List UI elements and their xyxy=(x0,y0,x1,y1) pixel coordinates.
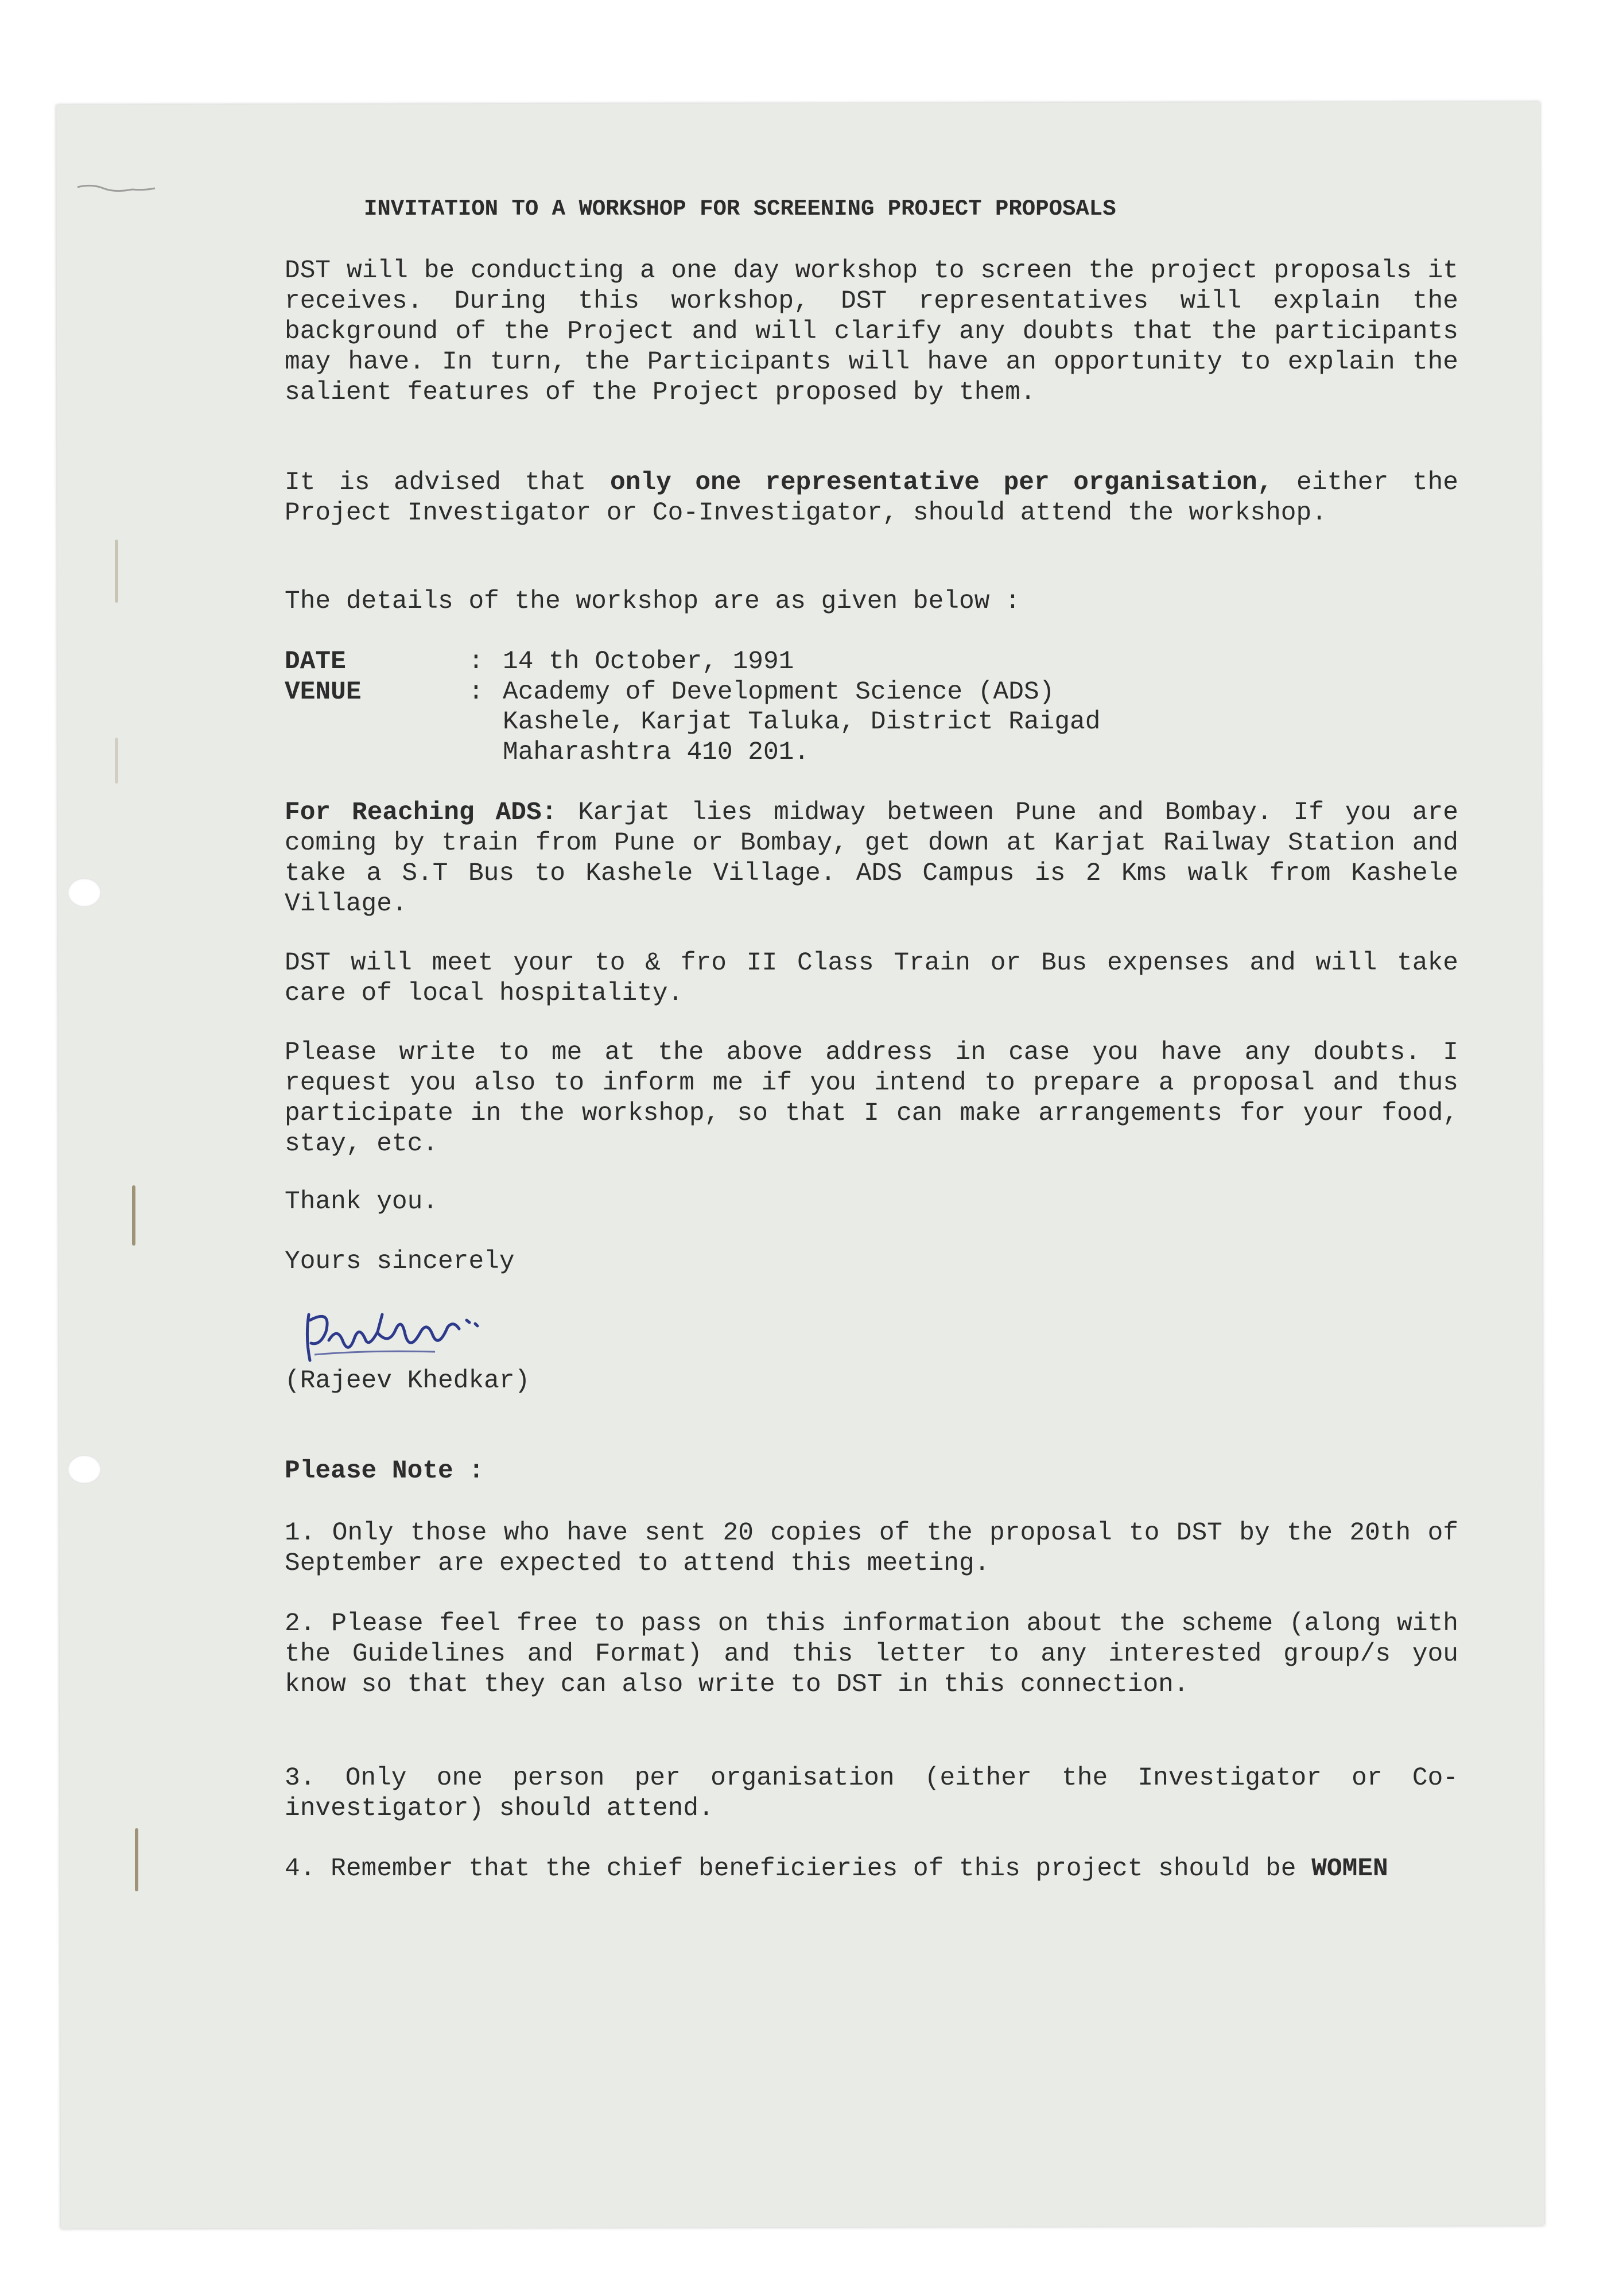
reaching-paragraph xyxy=(285,798,1458,920)
details-intro: The details of the workshop are as given below : xyxy=(285,587,1020,616)
closing-line: Yours sincerely xyxy=(285,1247,515,1276)
paper-mark xyxy=(135,1828,138,1891)
note-item-1: 1. Only those who have sent 20 copies of the proposal to DST by the 20th of September are expected to attend this meeting. xyxy=(285,1519,1458,1578)
note-heading: Please Note : xyxy=(285,1457,484,1486)
venue-row xyxy=(285,677,1054,708)
paper-mark xyxy=(115,738,118,784)
paper-sheet xyxy=(56,102,1544,2228)
ink-smudge xyxy=(75,183,161,194)
expenses-paragraph: DST will meet your to & fro II Class Train or Bus expenses and will take care of local hospitality. xyxy=(285,949,1458,1008)
venue-line3: Maharashtra 410 201. xyxy=(503,738,810,767)
date-row xyxy=(285,647,794,677)
intro-paragraph: DST will be conducting a one day workshop to screen the project proposals it receives. During this workshop, DST representatives will explain the background of the Project and will clarify any doubts that the participants may have. In turn, the Participants will have an opportunity to explain the salient features of the Project proposed by them. xyxy=(285,257,1458,407)
note-item-4 xyxy=(285,1854,1458,1884)
note-item-4-text: 4. Remember that the chief beneficieries of this project should be xyxy=(285,1855,1312,1883)
representative-paragraph xyxy=(285,468,1458,529)
contact-paragraph: Please write to me at the above address in case you have any doubts. I request you also to inform me if you intend to prepare a proposal and thus participate in the workshop, so that I can make arrangements for your food, stay, etc. xyxy=(285,1038,1458,1158)
thanks-line: Thank you. xyxy=(285,1188,438,1216)
reaching-text: Karjat lies midway between Pune and Bombay. If you are coming by train from Pune or Bombay, get down at Karjat Railway Station and take a S.T Bus to Kashele Village. ADS Campus is 2 Kms walk from Kashele Village. xyxy=(285,798,1458,918)
punch-hole-top xyxy=(68,878,101,907)
venue-colon: : xyxy=(468,678,484,707)
paper-mark xyxy=(132,1185,135,1246)
representative-text-post: either the Project Investigator or Co-Investigator, should attend the workshop. xyxy=(285,468,1458,528)
representative-text-pre: It is advised that xyxy=(285,468,610,497)
date-colon: : xyxy=(468,647,484,676)
venue-line1: Academy of Development Science (ADS) xyxy=(503,678,1055,707)
handwritten-signature xyxy=(297,1297,504,1372)
date-value: 14 th October, 1991 xyxy=(503,647,794,676)
punch-hole-bottom xyxy=(68,1455,101,1484)
date-label: DATE xyxy=(285,647,346,676)
representative-text-bold: only one representative per organisation, xyxy=(609,468,1273,497)
note-item-4-bold: WOMEN xyxy=(1311,1855,1388,1883)
venue-label: VENUE xyxy=(285,678,362,707)
note-item-3: 3. Only one person per organisation (either the Investigator or Co-investigator) should attend. xyxy=(285,1764,1458,1823)
reaching-label: For Reaching ADS: xyxy=(285,798,557,827)
signatory-name: (Rajeev Khedkar) xyxy=(285,1367,530,1395)
paper-mark xyxy=(115,540,118,603)
document-title: INVITATION TO A WORKSHOP FOR SCREENING PROJECT PROPOSALS xyxy=(364,196,1116,222)
venue-line2: Kashele, Karjat Taluka, District Raigad xyxy=(503,708,1101,736)
note-item-2: 2. Please feel free to pass on this information about the scheme (along with the Guidelines and Format) and this letter to any interested group/s you know so that they can also write to DST in this connection. xyxy=(285,1609,1458,1699)
